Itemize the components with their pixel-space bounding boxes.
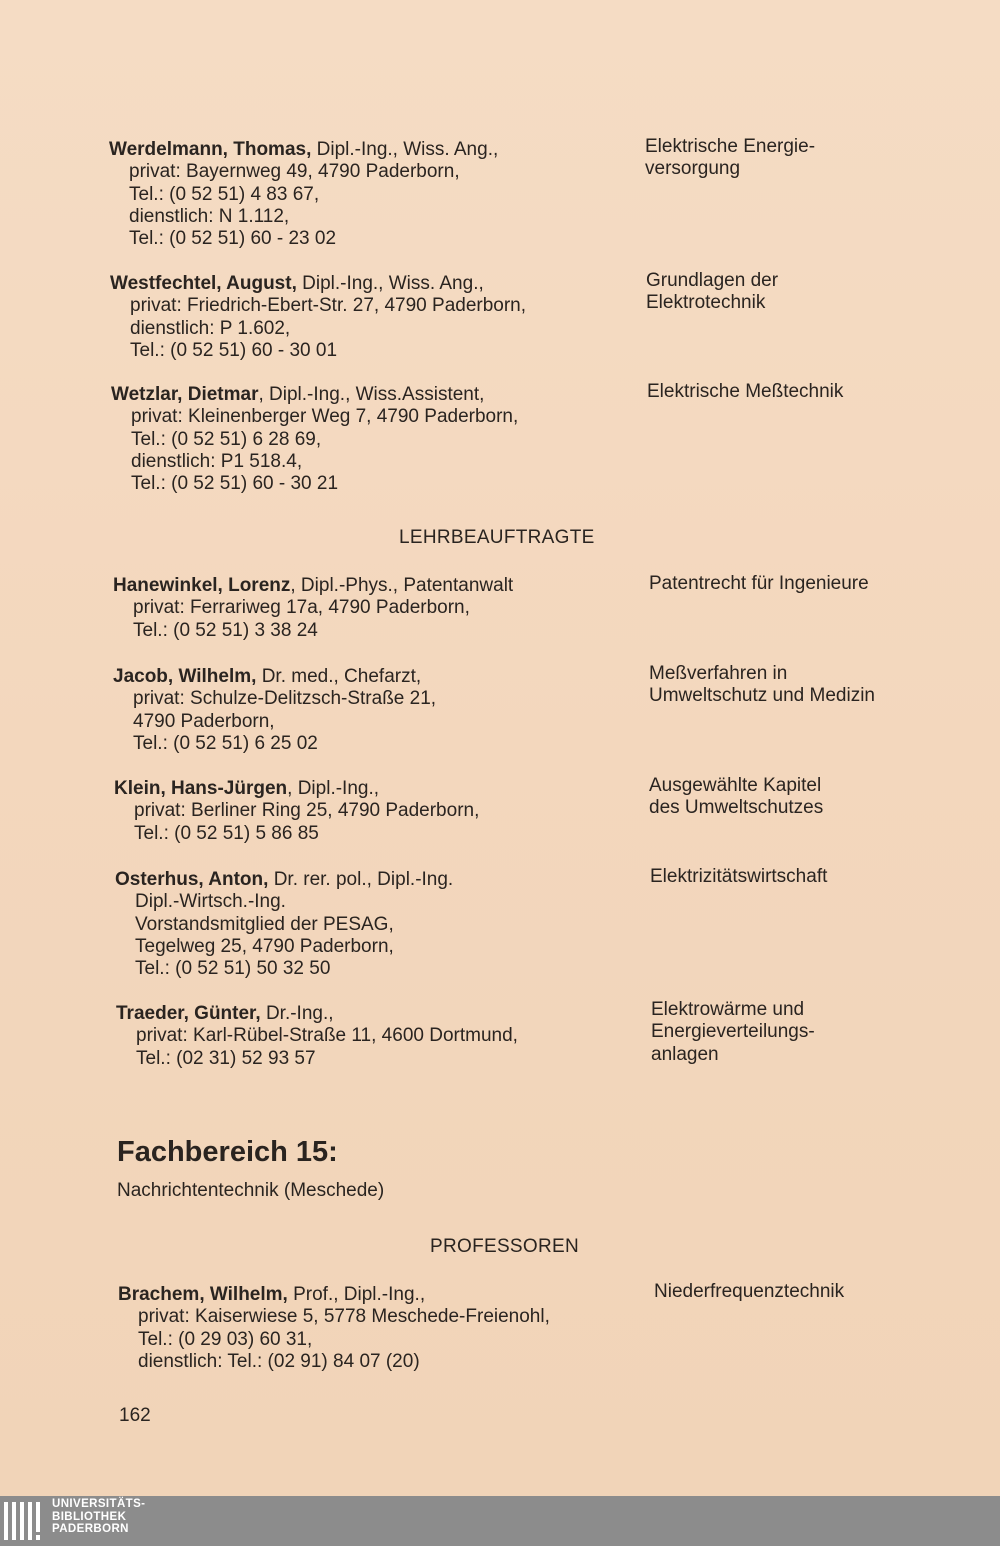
person-title: Dr. med., Chefarzt, [256, 666, 422, 687]
person-name: Wetzlar, Dietmar [111, 384, 259, 405]
subject-wetzlar [647, 381, 843, 403]
person-title: Dipl.-Ing., Wiss. Ang., [311, 139, 499, 160]
entry-hanewinkel [113, 575, 513, 642]
entry-brachem [118, 1284, 550, 1373]
subject-line: Patentrecht für Ingenieure [649, 573, 869, 594]
subject-line: Elektrische Energie- [645, 136, 816, 157]
address-line: privat: Berliner Ring 25, 4790 Paderborn, [134, 800, 480, 822]
phone-line: Tel.: (02 31) 52 93 57 [136, 1047, 316, 1069]
subject-westfechtel [646, 270, 778, 315]
phone-line: Tel.: (0 52 51) 60 - 23 02 [129, 228, 337, 250]
address-line: privat: Ferrariweg 17a, 4790 Paderborn, [133, 597, 470, 619]
person-title: , Dipl.-Phys., Patentanwalt [290, 575, 514, 596]
entry-traeder [116, 1003, 518, 1070]
page-number: 162 [119, 1405, 151, 1426]
library-logo-icon [4, 1500, 46, 1542]
office-line: dienstlich: N 1.112, [129, 205, 290, 227]
subject-line: Elektrowärme und [651, 999, 805, 1020]
person-title: , Dipl.-Ing., [287, 778, 380, 799]
subject-line: Grundlagen der [646, 270, 779, 291]
subject-line: Meßverfahren in [649, 663, 788, 684]
address-line: 4790 Paderborn, [133, 710, 275, 732]
person-name: Hanewinkel, Lorenz [113, 575, 291, 596]
address-line: privat: Kleinenberger Weg 7, 4790 Paderborn, [131, 406, 519, 428]
phone-line: Tel.: (0 52 51) 6 25 02 [133, 732, 318, 754]
logo-text-line: PADERBORN [52, 1523, 129, 1535]
subject-line: versorgung [645, 158, 741, 180]
subject-line: Ausgewählte Kapitel [649, 775, 822, 796]
department-title: Fachbereich 15: [117, 1136, 338, 1168]
entry-wetzlar [111, 384, 518, 495]
library-footer-bar [0, 1496, 1000, 1546]
position-line: Vorstandsmitglied der PESAG, [135, 913, 394, 935]
person-name: Jacob, Wilhelm, [113, 666, 257, 687]
person-name: Osterhus, Anton, [115, 869, 269, 890]
address-line: privat: Kaiserwiese 5, 5778 Meschede-Freienohl, [138, 1306, 550, 1328]
subject-line: Elektrotechnik [646, 292, 766, 314]
subject-brachem [654, 1281, 844, 1303]
entry-osterhus [115, 869, 453, 980]
subject-klein [649, 775, 823, 820]
title-line: Dipl.-Wirtsch.-Ing. [135, 891, 286, 913]
person-title: Dipl.-Ing., Wiss. Ang., [296, 273, 484, 294]
entry-klein [114, 778, 479, 845]
subject-osterhus [650, 866, 827, 888]
entry-werdelmann [109, 139, 498, 250]
phone-line: Tel.: (0 52 51) 60 - 30 01 [130, 339, 338, 361]
phone-line: Tel.: (0 52 51) 60 - 30 21 [131, 473, 339, 495]
logo-text-line: UNIVERSITÄTS- [52, 1498, 146, 1510]
office-phone-line: dienstlich: Tel.: (02 91) 84 07 (20) [138, 1350, 420, 1372]
person-title: Prof., Dipl.-Ing., [287, 1284, 426, 1305]
logo-text-line: BIBLIOTHEK [52, 1510, 127, 1523]
phone-line: Tel.: (0 52 51) 3 38 24 [133, 619, 318, 641]
person-name: Klein, Hans-Jürgen [114, 778, 288, 799]
person-name: Traeder, Günter, [116, 1003, 261, 1024]
person-name: Brachem, Wilhelm, [118, 1284, 288, 1305]
subject-line: Energieverteilungs- [651, 1021, 815, 1043]
subject-line: Niederfrequenztechnik [654, 1281, 845, 1302]
subject-traeder [651, 999, 815, 1066]
address-line: privat: Bayernweg 49, 4790 Paderborn, [129, 161, 460, 183]
person-title: Dr.-Ing., [260, 1003, 334, 1024]
subject-line: Umweltschutz und Medizin [649, 685, 875, 707]
phone-line: Tel.: (0 52 51) 5 86 85 [134, 822, 319, 844]
phone-line: Tel.: (0 29 03) 60 31, [138, 1328, 313, 1350]
person-title: Dr. rer. pol., Dipl.-Ing. [268, 869, 454, 890]
subject-line: Elektrische Meßtechnik [647, 381, 844, 402]
department-subtitle: Nachrichtentechnik (Meschede) [117, 1180, 385, 1201]
office-line: dienstlich: P1 518.4, [131, 450, 303, 472]
person-title: , Dipl.-Ing., Wiss.Assistent, [258, 384, 485, 405]
address-line: Tegelweg 25, 4790 Paderborn, [135, 935, 394, 957]
subject-line: Elektrizitätswirtschaft [650, 866, 828, 887]
subject-line: anlagen [651, 1043, 719, 1065]
person-name: Werdelmann, Thomas, [109, 139, 312, 160]
section-heading-lehrbeauftragte: LEHRBEAUFTRAGTE [399, 527, 595, 548]
phone-line: Tel.: (0 52 51) 6 28 69, [131, 428, 322, 450]
office-line: dienstlich: P 1.602, [130, 317, 291, 339]
phone-line: Tel.: (0 52 51) 4 83 67, [129, 183, 320, 205]
phone-line: Tel.: (0 52 51) 50 32 50 [135, 958, 331, 980]
address-line: privat: Friedrich-Ebert-Str. 27, 4790 Paderborn, [130, 295, 527, 317]
section-heading-professoren: PROFESSOREN [430, 1236, 579, 1257]
entry-westfechtel [110, 273, 526, 362]
person-name: Westfechtel, August, [110, 273, 297, 294]
address-line: privat: Schulze-Delitzsch-Straße 21, [133, 688, 437, 710]
subject-hanewinkel [649, 573, 869, 595]
address-line: privat: Karl-Rübel-Straße 11, 4600 Dortmund, [136, 1025, 518, 1047]
entry-jacob [113, 666, 436, 755]
subject-line: des Umweltschutzes [649, 797, 824, 819]
library-logo-text [52, 1498, 145, 1536]
subject-werdelmann [645, 136, 815, 181]
subject-jacob [649, 663, 875, 708]
